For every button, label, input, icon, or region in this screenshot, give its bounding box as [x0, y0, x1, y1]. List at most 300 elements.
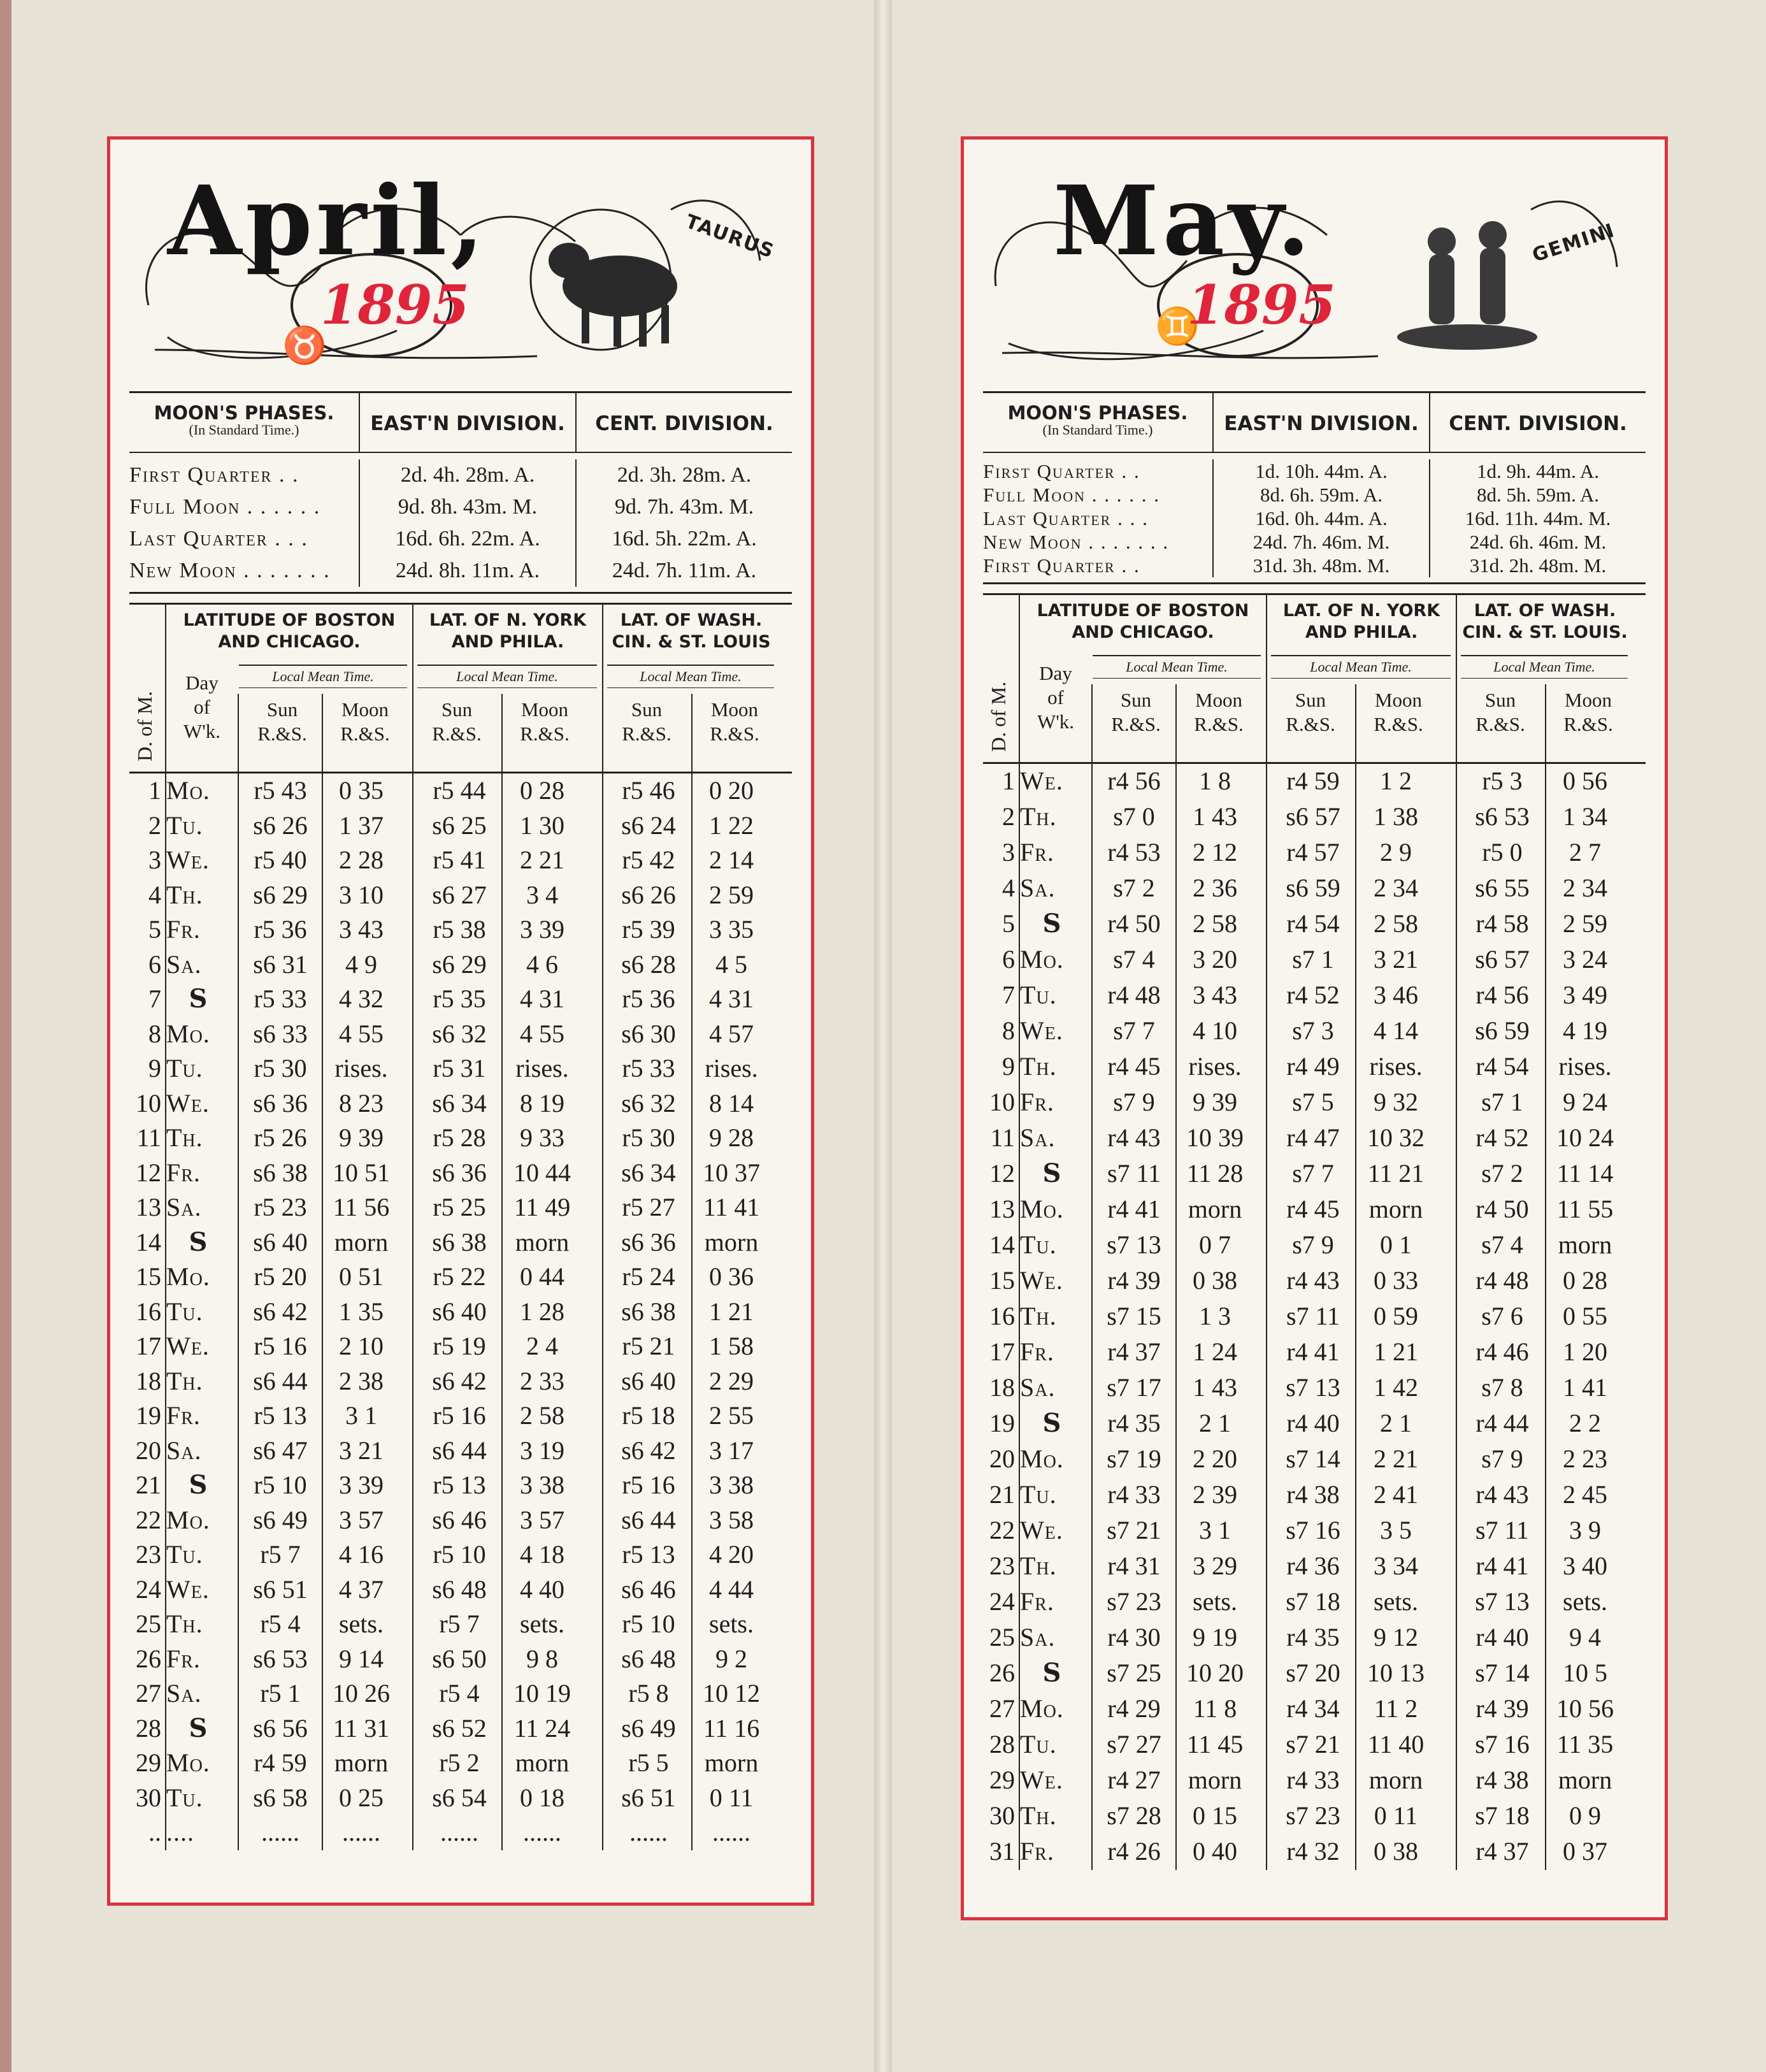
phase-eastern-time: 16d. 0h. 44m. A. [1212, 507, 1429, 530]
day-of-week: Th. [1020, 1302, 1057, 1330]
sun-time: r4 50 [1475, 1195, 1529, 1223]
sun-time: s7 1 [1481, 1088, 1523, 1116]
day-of-month: 19 [989, 1409, 1015, 1437]
moon-time: 4 9 [345, 949, 377, 979]
moon-time: sets. [1563, 1587, 1607, 1616]
phase-name: First Quarter . . [129, 463, 299, 487]
moon-time: rises. [515, 1054, 569, 1083]
sun-time: s6 31 [253, 949, 308, 979]
table-row [983, 1513, 1646, 1549]
day-of-month: 4 [1002, 874, 1015, 902]
day-of-month: 24 [136, 1574, 161, 1604]
sun-time: r5 16 [622, 1471, 675, 1499]
sun-time: r4 41 [1475, 1551, 1529, 1580]
sun-time: s7 0 [1113, 802, 1155, 831]
sun-time: s6 49 [621, 1713, 676, 1743]
bull-icon [549, 243, 677, 347]
sun-time: s6 36 [621, 1227, 676, 1256]
moon-time: 2 45 [1563, 1480, 1607, 1509]
sun-time: ...... [440, 1818, 478, 1846]
sun-time: s6 50 [432, 1644, 487, 1673]
sun-time: s6 26 [253, 810, 308, 840]
sun-time: r5 7 [439, 1609, 480, 1638]
sun-time: r5 22 [433, 1262, 486, 1291]
day-of-month: 28 [136, 1713, 161, 1743]
local-mean-time-label: Local Mean Time. [1271, 655, 1451, 679]
table-row [983, 1585, 1646, 1620]
day-of-month: 2 [1002, 802, 1015, 831]
column-rule [1019, 595, 1020, 762]
table-row [129, 1711, 792, 1746]
moon-time: 2 39 [1193, 1480, 1237, 1509]
moon-time: sets. [1374, 1587, 1418, 1616]
moon-phases-table [129, 391, 792, 594]
day-of-week: Tu. [1020, 981, 1057, 1009]
sun-time: r5 8 [628, 1679, 669, 1708]
almanac-rows [129, 773, 792, 1850]
table-row [983, 1620, 1646, 1656]
sun-time: r5 16 [254, 1332, 307, 1360]
sun-time: r4 59 [1286, 766, 1340, 795]
column-rule [501, 773, 503, 1850]
day-of-month: 16 [136, 1297, 161, 1326]
day-of-month: 20 [136, 1435, 161, 1465]
moon-time: 3 20 [1193, 945, 1237, 974]
day-of-week: Mo. [1020, 1195, 1064, 1223]
moon-time: sets. [339, 1609, 384, 1638]
moon-time: 3 9 [1569, 1516, 1601, 1544]
day-of-week: Mo. [166, 776, 210, 805]
day-of-week: Mo. [1020, 1444, 1064, 1473]
sun-time: s7 3 [1292, 1016, 1334, 1045]
moon-time: 3 17 [709, 1435, 754, 1465]
sun-time: r4 32 [1286, 1837, 1340, 1866]
moon-time: 3 43 [339, 915, 384, 944]
moon-time: 0 56 [1563, 766, 1607, 795]
day-of-week: We. [1020, 766, 1063, 795]
sun-time: r4 30 [1107, 1623, 1161, 1651]
column-rule [1091, 764, 1093, 1870]
phase-row [983, 554, 1646, 577]
moon-time: 10 19 [513, 1679, 571, 1708]
sun-time: r5 23 [254, 1193, 307, 1221]
sun-time: s6 28 [621, 949, 676, 979]
day-of-month: 22 [989, 1516, 1015, 1544]
column-rule [1456, 764, 1457, 1870]
table-row [983, 1299, 1646, 1335]
moon-time: morn [1558, 1230, 1612, 1259]
day-of-month: 17 [136, 1332, 161, 1360]
table-row [983, 1263, 1646, 1299]
moon-time: 1 28 [520, 1297, 564, 1326]
column-rule [322, 773, 323, 1850]
moon-time: 9 32 [1374, 1088, 1418, 1116]
day-of-month: 6 [1002, 945, 1015, 974]
page-april [107, 136, 814, 1906]
sun-time: r4 37 [1107, 1337, 1161, 1366]
moon-time: 11 45 [1186, 1730, 1244, 1759]
column-rule [501, 694, 503, 772]
moon-time: 2 55 [709, 1401, 754, 1430]
day-of-month: 21 [989, 1480, 1015, 1509]
moon-time: morn [515, 1227, 570, 1256]
moon-time: 3 21 [339, 1435, 384, 1465]
sun-time: r5 3 [1482, 766, 1523, 795]
sun-time: r5 43 [254, 776, 307, 805]
column-rule [412, 773, 413, 1850]
moon-time: 10 56 [1556, 1694, 1614, 1723]
sun-rise-set-header: Sun R.&S. [622, 698, 671, 745]
moon-time: 2 36 [1193, 874, 1237, 902]
latitude-group-header: LAT. OF N. YORK AND PHILA. [1282, 601, 1440, 642]
sun-time: r5 19 [433, 1332, 486, 1360]
moon-time: 0 11 [709, 1783, 754, 1812]
day-of-week: Fr. [1020, 1837, 1054, 1866]
moon-time: 10 13 [1367, 1658, 1425, 1687]
sun-time: r4 36 [1286, 1551, 1340, 1580]
table-row [983, 1156, 1646, 1192]
sun-time: r4 41 [1107, 1195, 1161, 1223]
moon-time: 1 42 [1374, 1373, 1418, 1402]
sun-time: s7 11 [1286, 1302, 1340, 1330]
moon-time: ...... [712, 1818, 750, 1846]
table-row [129, 1746, 792, 1781]
column-rule [1355, 764, 1356, 1870]
moon-time: 3 5 [1380, 1516, 1412, 1544]
day-of-month: 10 [989, 1088, 1015, 1116]
moon-time: 9 24 [1563, 1088, 1607, 1116]
phases-subtitle: (In Standard Time.) [1042, 422, 1153, 438]
sun-time: r4 52 [1475, 1123, 1529, 1152]
table-row [983, 1763, 1646, 1799]
sun-time: s7 15 [1107, 1302, 1161, 1330]
local-mean-time-label: Local Mean Time. [239, 665, 407, 688]
sun-time: r5 46 [622, 776, 675, 805]
moon-time: 9 14 [339, 1644, 384, 1673]
sun-time: s7 13 [1286, 1373, 1340, 1402]
day-of-month: .. [148, 1818, 161, 1846]
table-row [983, 1049, 1646, 1085]
phase-central-time: 16d. 11h. 44m. M. [1429, 507, 1646, 530]
day-of-week: We. [166, 1332, 210, 1360]
moon-time: 3 29 [1193, 1551, 1237, 1580]
phase-central-time: 8d. 5h. 59m. A. [1429, 483, 1646, 507]
moon-time: rises. [1369, 1052, 1423, 1081]
moon-time: 11 14 [1556, 1159, 1614, 1188]
sun-time: r5 25 [433, 1193, 486, 1221]
central-division-header: CENT. DIVISION. [575, 393, 792, 452]
day-of-month: 11 [136, 1123, 161, 1152]
latitude-group-header: LAT. OF N. YORK AND PHILA. [429, 610, 587, 652]
day-of-month: 14 [136, 1227, 161, 1256]
sun-time: r5 10 [254, 1471, 307, 1499]
column-rule [412, 605, 413, 772]
day-of-month: 7 [1002, 981, 1015, 1009]
latitude-group-header: LAT. OF WASH. CIN. & ST. LOUIS. [1462, 601, 1628, 642]
table-row [983, 1228, 1646, 1263]
sun-time: s7 9 [1292, 1230, 1334, 1259]
moon-time: morn [1188, 1195, 1242, 1223]
moon-time: 2 38 [339, 1366, 384, 1395]
day-of-month: 28 [989, 1730, 1015, 1759]
table-row [129, 912, 792, 947]
phase-eastern-time: 24d. 7h. 46m. M. [1212, 530, 1429, 554]
sun-time: r4 58 [1475, 909, 1529, 938]
phase-row [983, 459, 1646, 483]
sun-time: r5 31 [433, 1054, 486, 1083]
day-of-week-header: Day of W'k. [1037, 662, 1075, 733]
phase-eastern-time: 31d. 3h. 48m. M. [1212, 554, 1429, 577]
sun-time: s7 9 [1481, 1444, 1523, 1473]
moon-time: 1 20 [1563, 1337, 1607, 1366]
sun-time: r5 1 [260, 1679, 301, 1708]
central-division-header: CENT. DIVISION. [1429, 393, 1646, 452]
day-of-week: We. [166, 1088, 210, 1118]
sun-time: s6 58 [253, 1783, 308, 1812]
moon-time: 11 56 [333, 1193, 390, 1221]
month-title: April, [168, 165, 488, 277]
day-of-week: Fr. [1020, 1337, 1054, 1366]
moon-time: 2 33 [520, 1366, 564, 1395]
day-of-week: Sa. [1020, 1373, 1056, 1402]
moon-time: 9 12 [1374, 1623, 1418, 1651]
sun-rise-set-header: Sun R.&S. [257, 698, 307, 745]
table-row [129, 947, 792, 982]
moon-rise-set-header: Moon R.&S. [520, 698, 570, 745]
sun-time: s6 47 [253, 1435, 308, 1465]
moon-time: 8 23 [339, 1088, 384, 1118]
moon-time: 2 9 [1380, 838, 1412, 867]
sun-time: s7 28 [1107, 1801, 1161, 1830]
day-of-week: Sa. [1020, 1123, 1056, 1152]
table-row [983, 942, 1646, 978]
day-of-week: Mo. [166, 1748, 210, 1777]
moon-time: 2 14 [709, 845, 754, 874]
moon-time: morn [1368, 1766, 1423, 1794]
sun-time: s7 19 [1107, 1444, 1161, 1473]
sun-rise-set-header: Sun R.&S. [1475, 689, 1525, 735]
day-of-week: Tu. [1020, 1480, 1057, 1509]
table-row [129, 1434, 792, 1469]
sun-time: r5 21 [622, 1332, 675, 1360]
day-of-month-header: D. of M. [987, 681, 1010, 752]
sun-time: r4 39 [1475, 1694, 1529, 1723]
sun-time: s6 32 [621, 1088, 676, 1118]
sun-time: s6 25 [432, 810, 487, 840]
moon-time: 2 29 [709, 1366, 754, 1395]
day-of-month: 18 [136, 1366, 161, 1395]
moon-time: sets. [709, 1609, 754, 1638]
moon-time: 11 31 [333, 1713, 390, 1743]
sun-time: r4 50 [1107, 909, 1161, 938]
moon-time: 9 28 [709, 1123, 754, 1152]
day-of-week: Fr. [166, 1401, 201, 1430]
sun-time: s6 46 [432, 1505, 487, 1534]
day-of-week: S [1042, 1158, 1061, 1188]
moon-time: 10 26 [333, 1679, 390, 1708]
sun-time: s6 30 [621, 1019, 676, 1048]
phase-row [129, 555, 792, 587]
moon-time: 0 20 [709, 776, 754, 805]
sun-time: s7 11 [1107, 1159, 1161, 1188]
sun-time: r5 10 [622, 1609, 675, 1638]
moon-time: 1 35 [339, 1297, 384, 1326]
moon-time: 2 12 [1193, 838, 1237, 867]
moon-time: 10 20 [1186, 1658, 1244, 1687]
sun-time: s6 55 [1475, 874, 1530, 902]
day-of-week: Sa. [1020, 1623, 1056, 1651]
table-row [983, 1799, 1646, 1834]
moon-time: 0 40 [1193, 1837, 1237, 1866]
sun-time: s6 48 [432, 1574, 487, 1604]
moon-time: 1 2 [1380, 766, 1412, 795]
table-row [129, 1468, 792, 1503]
local-mean-time-label: Local Mean Time. [1461, 655, 1628, 679]
day-of-month: 21 [136, 1471, 161, 1499]
sun-time: s7 2 [1481, 1159, 1523, 1188]
moon-time: 10 5 [1563, 1658, 1607, 1687]
day-of-month: 20 [989, 1444, 1015, 1473]
sun-time: r4 48 [1107, 981, 1161, 1009]
moon-time: morn [1188, 1766, 1242, 1794]
column-rule [602, 773, 603, 1850]
moon-time: sets. [1193, 1587, 1237, 1616]
day-of-week: S [1042, 1408, 1061, 1438]
sun-time: r4 46 [1475, 1337, 1529, 1366]
book-spine [874, 0, 892, 2072]
day-of-week: Th. [166, 1366, 203, 1395]
column-rule [238, 694, 239, 772]
moon-time: 1 43 [1193, 1373, 1237, 1402]
moon-time: morn [515, 1748, 570, 1777]
table-row [129, 1572, 792, 1608]
sun-time: s7 20 [1286, 1658, 1340, 1687]
sun-time: s6 26 [621, 880, 676, 909]
day-of-week: Tu. [166, 1054, 203, 1083]
moon-time: 3 39 [520, 915, 564, 944]
table-row [983, 1085, 1646, 1121]
sun-time: r4 45 [1286, 1195, 1340, 1223]
day-of-week: We. [166, 845, 210, 874]
sun-time: r5 2 [439, 1748, 480, 1777]
day-of-week: Mo. [166, 1505, 210, 1534]
sun-time: r4 45 [1107, 1052, 1161, 1081]
book-edge [0, 0, 11, 2072]
moon-time: 1 34 [1563, 802, 1607, 831]
moon-time: 10 44 [513, 1158, 571, 1187]
sun-time: s7 7 [1292, 1159, 1334, 1188]
day-of-week: Mo. [166, 1262, 210, 1291]
moon-rise-set-header: Moon R.&S. [1194, 689, 1244, 735]
moon-time: morn [704, 1748, 759, 1777]
zodiac-sign-icon: ♉ [282, 325, 327, 366]
phases-subtitle: (In Standard Time.) [189, 422, 299, 438]
sun-time: s6 29 [253, 880, 308, 909]
day-of-month: 18 [989, 1373, 1015, 1402]
sun-time: ...... [261, 1818, 299, 1846]
day-of-month: 13 [136, 1193, 161, 1221]
table-row [129, 1537, 792, 1572]
moon-time: 1 43 [1193, 802, 1237, 831]
sun-time: r5 30 [254, 1054, 307, 1083]
moon-time: 0 51 [339, 1262, 384, 1291]
table-row [129, 1642, 792, 1677]
sun-time: r4 33 [1286, 1766, 1340, 1794]
sun-time: s7 13 [1475, 1587, 1530, 1616]
sun-time: s6 48 [621, 1644, 676, 1673]
month-title: May. [1053, 165, 1314, 277]
sun-time: s7 7 [1113, 1016, 1155, 1045]
table-row [983, 1442, 1646, 1478]
sun-time: s6 53 [1475, 802, 1530, 831]
sun-time: s7 14 [1286, 1444, 1340, 1473]
column-rule [238, 773, 239, 1850]
phase-name: New Moon . . . . . . . [129, 559, 331, 582]
moon-time: sets. [520, 1609, 564, 1638]
day-of-month: 15 [989, 1266, 1015, 1295]
sun-time: s7 16 [1475, 1730, 1530, 1759]
sun-time: r5 30 [622, 1123, 675, 1152]
table-row [983, 1692, 1646, 1727]
sun-time: r4 34 [1286, 1694, 1340, 1723]
phase-row [129, 459, 792, 491]
phase-name: First Quarter . . [983, 554, 1140, 577]
sun-time: s6 59 [1475, 1016, 1530, 1045]
column-rule [1456, 595, 1457, 762]
sun-time: r5 27 [622, 1193, 675, 1221]
sun-time: r4 38 [1286, 1480, 1340, 1509]
page-header [129, 140, 792, 391]
moon-time: 4 16 [339, 1540, 384, 1569]
moon-time: 3 43 [1193, 981, 1237, 1009]
day-of-week: We. [1020, 1766, 1063, 1794]
moon-time: 3 24 [1563, 945, 1607, 974]
moon-time: 0 7 [1199, 1230, 1231, 1259]
moon-time: 3 46 [1374, 981, 1418, 1009]
moon-time: 11 2 [1374, 1694, 1418, 1723]
table-row [129, 1086, 792, 1121]
moon-time: 4 55 [520, 1019, 564, 1048]
sun-time: s7 18 [1286, 1587, 1340, 1616]
sun-time: r4 47 [1286, 1123, 1340, 1152]
day-of-week: Fr. [1020, 1088, 1054, 1116]
phase-row [983, 530, 1646, 554]
sun-time: r5 10 [433, 1540, 486, 1569]
moon-time: 11 8 [1193, 1694, 1237, 1723]
day-of-week: We. [1020, 1266, 1063, 1295]
moon-time: 11 16 [703, 1713, 760, 1743]
almanac-table-header [983, 593, 1646, 764]
day-of-month: 1 [1002, 766, 1015, 795]
sun-time: r4 35 [1286, 1623, 1340, 1651]
sun-time: s7 1 [1292, 945, 1334, 974]
moon-time: rises. [705, 1054, 758, 1083]
table-row [129, 1329, 792, 1364]
sun-time: s7 5 [1292, 1088, 1334, 1116]
sun-time: s6 42 [621, 1435, 676, 1465]
phases-title: MOON'S PHASES. [1007, 402, 1188, 424]
table-row [983, 1478, 1646, 1513]
moon-time: 10 12 [703, 1679, 760, 1708]
moon-time: ...... [523, 1818, 561, 1846]
table-row [983, 1335, 1646, 1371]
moon-phases-table [983, 391, 1646, 584]
sun-time: s6 42 [253, 1297, 308, 1326]
moon-time: rises. [334, 1054, 388, 1083]
day-of-month: 26 [989, 1658, 1015, 1687]
moon-time: 3 35 [709, 915, 754, 944]
moon-time: 3 19 [520, 1435, 564, 1465]
